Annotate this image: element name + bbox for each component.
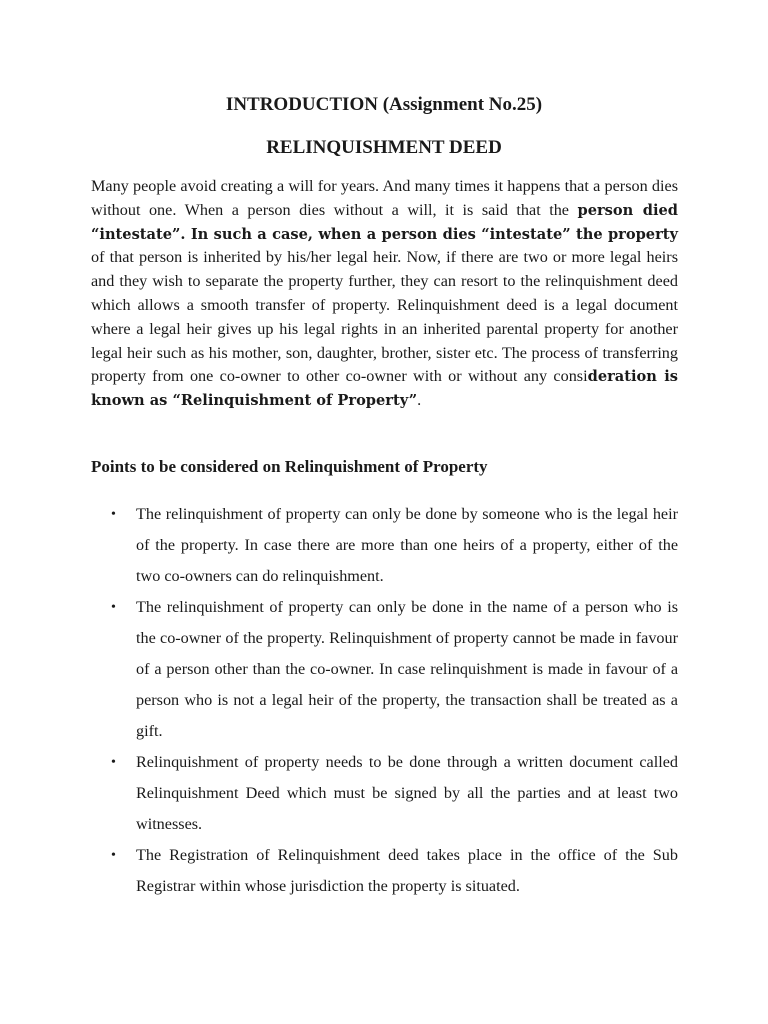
point-text: The Registration of Relinquishment deed takes place in the office of the Sub Registrar within whose jurisdiction the property is situated. xyxy=(136,846,678,895)
bullet-icon: • xyxy=(111,507,116,522)
intro-text-2: of that person is inherited by his/her legal heir. Now, if there are two or more legal heirs and they wish to separate the property further, they can resort to the relinquishment deed which allows a smooth transfer of property. Relinquishment deed is a legal document where a legal heir gives up his legal rights in an inherited parental property for another legal heir such as his mother, son, daughter, brother, sister etc. The process of transferring property from one co-owner to other co-owner with or without any consi xyxy=(91,248,678,386)
intro-text-1: Many people avoid creating a will for years. And many times it happens that a person dies without one. When a person dies without a will, it is said that the xyxy=(91,177,678,219)
intro-bold-1: person died “intestate”. In such a case, when a person dies “intestate” the property xyxy=(91,201,678,243)
list-item xyxy=(91,592,678,747)
point-text: The relinquishment of property can only be done by someone who is the legal heir of the property. In case there are more than one heirs of a property, either of the two co-owners can do relinquishment. xyxy=(136,505,678,585)
points-heading: Points to be considered on Relinquishment of Property xyxy=(91,457,488,476)
intro-text-3: . xyxy=(417,391,422,410)
list-item xyxy=(91,747,678,840)
document-subtitle: RELINQUISHMENT DEED xyxy=(266,137,502,158)
list-item xyxy=(91,840,678,902)
point-text: Relinquishment of property needs to be done through a written document called Relinquishment Deed which must be signed by all the parties and at least two witnesses. xyxy=(136,753,678,833)
intro-bold-2: deration is known as “Relinquishment of Property” xyxy=(91,368,678,410)
list-item xyxy=(91,499,678,592)
bullet-icon: • xyxy=(111,848,116,863)
bullet-icon: • xyxy=(111,755,116,770)
bullet-icon: • xyxy=(111,600,116,615)
intro-paragraph xyxy=(91,175,678,413)
points-list xyxy=(91,499,678,902)
document-title: INTRODUCTION (Assignment No.25) xyxy=(225,94,543,115)
point-text: The relinquishment of property can only be done in the name of a person who is the co-owner of the property. Relinquishment of property cannot be made in favour of a person other than the co-owner. In case relinquishment is made in favour of a person who is not a legal heir of the property, the transaction shall be treated as a gift. xyxy=(136,598,678,740)
